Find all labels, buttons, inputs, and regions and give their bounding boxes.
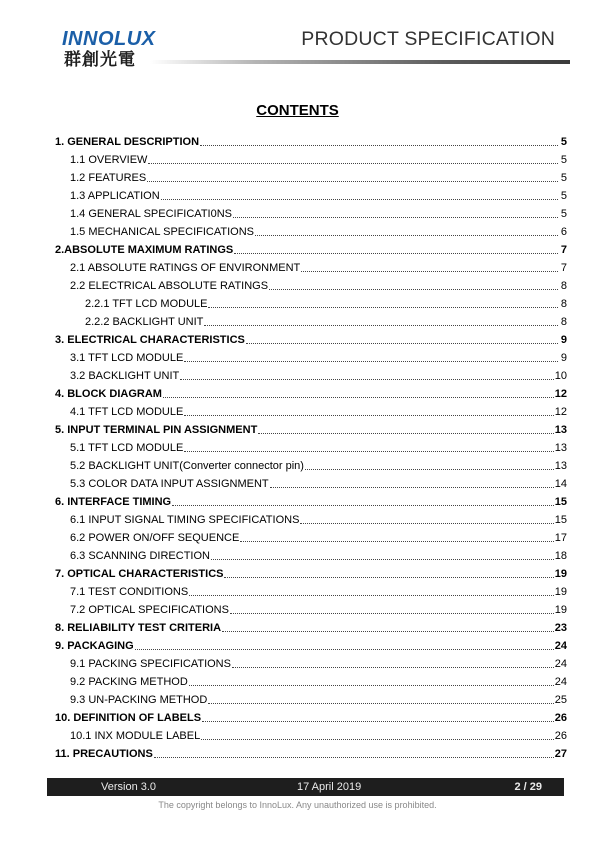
toc-dot-leader: [135, 648, 554, 650]
toc-dot-leader: [222, 630, 554, 632]
toc-entry[interactable]: [55, 329, 567, 347]
toc-entry-title: 1.5 MECHANICAL SPECIFICATIONS: [70, 226, 254, 238]
toc-entry-title: 3.1 TFT LCD MODULE: [70, 352, 184, 364]
toc-entry-page: 25: [554, 694, 567, 706]
toc-entry-page: 5: [560, 154, 567, 166]
footer-date: 17 April 2019: [297, 781, 362, 793]
toc-entry-page: 24: [554, 640, 567, 652]
toc-entry-title: 9.1 PACKING SPECIFICATIONS: [70, 658, 231, 670]
toc-dot-leader: [246, 342, 558, 344]
toc-dot-leader: [189, 594, 554, 596]
header-divider: [150, 60, 570, 64]
toc-entry[interactable]: [55, 221, 567, 239]
toc-dot-leader: [147, 180, 558, 182]
company-logo: [62, 28, 162, 74]
toc-dot-leader: [211, 558, 554, 560]
toc-dot-leader: [184, 414, 553, 416]
toc-entry-page: 9: [560, 352, 567, 364]
toc-entry-title: 11. PRECAUTIONS: [55, 748, 153, 760]
toc-dot-leader: [201, 738, 554, 740]
toc-entry-title: 10. DEFINITION OF LABELS: [55, 712, 202, 724]
toc-entry-title: 1.4 GENERAL SPECIFICATI0NS: [70, 208, 232, 220]
toc-entry-page: 24: [554, 676, 567, 688]
toc-entry[interactable]: [55, 239, 567, 257]
toc-entry-title: 1. GENERAL DESCRIPTION: [55, 136, 200, 148]
toc-entry[interactable]: [55, 527, 567, 545]
toc-entry-title: 2.2.1 TFT LCD MODULE: [85, 298, 208, 310]
toc-entry[interactable]: [55, 599, 567, 617]
toc-entry-title: 5.2 BACKLIGHT UNIT(Converter connector pin): [70, 460, 304, 472]
toc-entry-page: 8: [560, 280, 567, 292]
toc-entry[interactable]: [55, 437, 567, 455]
toc-entry-title: 7.1 TEST CONDITIONS: [70, 586, 189, 598]
toc-dot-leader: [161, 198, 558, 200]
toc-entry-page: 12: [554, 406, 567, 418]
toc-dot-leader: [208, 306, 558, 308]
toc-entry-title: 5. INPUT TERMINAL PIN ASSIGNMENT: [55, 424, 258, 436]
toc-entry-page: 9: [560, 334, 567, 346]
toc-entry-title: 9. PACKAGING: [55, 640, 134, 652]
toc-dot-leader: [233, 216, 558, 218]
toc-dot-leader: [184, 450, 553, 452]
toc-dot-leader: [184, 360, 558, 362]
toc-entry-title: 6.3 SCANNING DIRECTION: [70, 550, 210, 562]
toc-entry-page: 19: [554, 604, 567, 616]
toc-entry-page: 26: [554, 712, 567, 724]
toc-entry-page: 10: [554, 370, 567, 382]
toc-entry[interactable]: [55, 635, 567, 653]
copyright-notice: The copyright belongs to InnoLux. Any unauthorized use is prohibited.: [158, 800, 437, 810]
toc-entry-page: 24: [554, 658, 567, 670]
toc-entry-title: 8. RELIABILITY TEST CRITERIA: [55, 622, 222, 634]
toc-entry-title: 1.1 OVERVIEW: [70, 154, 148, 166]
toc-dot-leader: [258, 432, 553, 434]
toc-dot-leader: [204, 324, 558, 326]
toc-entry-title: 1.2 FEATURES: [70, 172, 147, 184]
toc-dot-leader: [224, 576, 553, 578]
toc-dot-leader: [269, 288, 558, 290]
footer-version: Version 3.0: [101, 781, 157, 793]
logo-chinese-name: 群創光電: [64, 50, 136, 70]
toc-dot-leader: [172, 504, 554, 506]
table-of-contents: [55, 131, 567, 761]
toc-entry[interactable]: [55, 293, 567, 311]
toc-dot-leader: [305, 468, 554, 470]
toc-dot-leader: [301, 270, 558, 272]
toc-entry-title: 6.2 POWER ON/OFF SEQUENCE: [70, 532, 240, 544]
toc-entry-page: 13: [554, 424, 567, 436]
toc-entry[interactable]: [55, 401, 567, 419]
toc-entry-page: 15: [554, 514, 567, 526]
toc-dot-leader: [255, 234, 558, 236]
toc-entry-page: 8: [560, 316, 567, 328]
toc-entry-title: 3. ELECTRICAL CHARACTERISTICS: [55, 334, 245, 346]
toc-entry[interactable]: [55, 707, 567, 725]
toc-dot-leader: [230, 612, 554, 614]
toc-entry-title: 6. INTERFACE TIMING: [55, 496, 172, 508]
toc-entry-title: 4.1 TFT LCD MODULE: [70, 406, 184, 418]
toc-entry[interactable]: [55, 311, 567, 329]
toc-entry-page: 13: [554, 460, 567, 472]
logo-wordmark: INNOLUX: [62, 28, 156, 50]
toc-dot-leader: [208, 702, 553, 704]
toc-entry[interactable]: [55, 185, 567, 203]
toc-entry[interactable]: [55, 689, 567, 707]
toc-entry-page: 15: [554, 496, 567, 508]
footer-bar: [47, 778, 564, 796]
contents-heading: CONTENTS: [256, 102, 339, 119]
toc-dot-leader: [300, 522, 553, 524]
toc-entry-title: 2.2.2 BACKLIGHT UNIT: [85, 316, 204, 328]
toc-entry-title: 2.2 ELECTRICAL ABSOLUTE RATINGS: [70, 280, 269, 292]
toc-entry-page: 19: [554, 568, 567, 580]
toc-entry-page: 7: [560, 244, 567, 256]
toc-entry-page: 5: [560, 136, 567, 148]
toc-dot-leader: [163, 396, 554, 398]
toc-dot-leader: [189, 684, 554, 686]
toc-entry[interactable]: [55, 617, 567, 635]
toc-entry-title: 7.2 OPTICAL SPECIFICATIONS: [70, 604, 229, 616]
toc-entry[interactable]: [55, 275, 567, 293]
toc-dot-leader: [200, 144, 558, 146]
toc-dot-leader: [232, 666, 554, 668]
toc-entry[interactable]: [55, 365, 567, 383]
toc-entry-title: 2.1 ABSOLUTE RATINGS OF ENVIRONMENT: [70, 262, 301, 274]
toc-entry-page: 8: [560, 298, 567, 310]
toc-entry-page: 5: [560, 208, 567, 220]
toc-entry[interactable]: [55, 725, 567, 743]
toc-entry[interactable]: [55, 455, 567, 473]
toc-dot-leader: [154, 756, 554, 758]
toc-entry[interactable]: [55, 257, 567, 275]
toc-entry[interactable]: [55, 203, 567, 221]
toc-entry-title: 9.2 PACKING METHOD: [70, 676, 188, 688]
toc-entry[interactable]: [55, 149, 567, 167]
toc-entry-title: 1.3 APPLICATION: [70, 190, 160, 202]
toc-entry-title: 10.1 INX MODULE LABEL: [70, 730, 201, 742]
toc-entry-page: 27: [554, 748, 567, 760]
toc-dot-leader: [202, 720, 554, 722]
toc-entry[interactable]: [55, 671, 567, 689]
toc-entry[interactable]: [55, 581, 567, 599]
toc-dot-leader: [234, 252, 558, 254]
toc-entry[interactable]: [55, 653, 567, 671]
toc-entry-title: 9.3 UN-PACKING METHOD: [70, 694, 208, 706]
toc-entry[interactable]: [55, 545, 567, 563]
toc-entry-page: 19: [554, 586, 567, 598]
toc-entry[interactable]: [55, 419, 567, 437]
toc-dot-leader: [180, 378, 554, 380]
toc-entry[interactable]: [55, 131, 567, 149]
toc-entry-page: 26: [554, 730, 567, 742]
toc-entry-page: 18: [554, 550, 567, 562]
toc-entry-title: 5.1 TFT LCD MODULE: [70, 442, 184, 454]
toc-entry[interactable]: [55, 491, 567, 509]
footer-page-number: 2 / 29: [514, 781, 542, 793]
toc-dot-leader: [270, 486, 554, 488]
toc-dot-leader: [148, 162, 558, 164]
toc-entry-page: 12: [554, 388, 567, 400]
toc-entry-page: 13: [554, 442, 567, 454]
toc-entry-title: 7. OPTICAL CHARACTERISTICS: [55, 568, 224, 580]
toc-entry[interactable]: [55, 509, 567, 527]
toc-entry[interactable]: [55, 347, 567, 365]
toc-entry[interactable]: [55, 743, 567, 761]
toc-entry-page: 5: [560, 190, 567, 202]
toc-entry[interactable]: [55, 383, 567, 401]
toc-entry-page: 6: [560, 226, 567, 238]
toc-entry-page: 23: [554, 622, 567, 634]
toc-entry-page: 17: [554, 532, 567, 544]
toc-entry[interactable]: [55, 563, 567, 581]
toc-entry-title: 3.2 BACKLIGHT UNIT: [70, 370, 180, 382]
toc-entry-title: 4. BLOCK DIAGRAM: [55, 388, 162, 400]
toc-entry-page: 5: [560, 172, 567, 184]
toc-entry-page: 7: [560, 262, 567, 274]
toc-entry[interactable]: [55, 167, 567, 185]
toc-entry[interactable]: [55, 473, 567, 491]
toc-dot-leader: [240, 540, 553, 542]
toc-entry-page: 14: [554, 478, 567, 490]
toc-entry-title: 5.3 COLOR DATA INPUT ASSIGNMENT: [70, 478, 269, 490]
toc-entry-title: 6.1 INPUT SIGNAL TIMING SPECIFICATIONS: [70, 514, 300, 526]
toc-entry-title: 2.ABSOLUTE MAXIMUM RATINGS: [55, 244, 234, 256]
document-title: PRODUCT SPECIFICATION: [301, 28, 555, 50]
